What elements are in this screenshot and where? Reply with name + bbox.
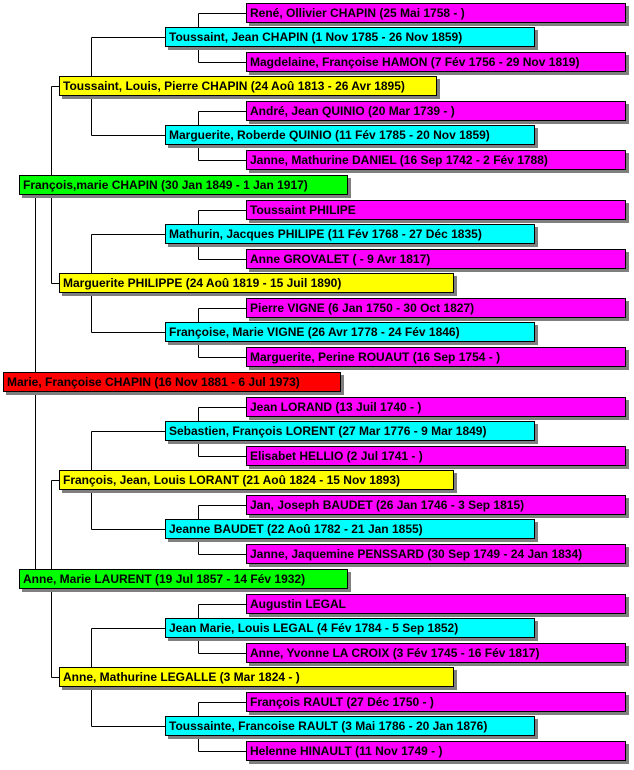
- person-paternal-gggm1[interactable]: Magdelaine, Françoise HAMON (7 Fév 1756 - 29 Nov 1819): [246, 52, 626, 72]
- person-maternal-gggm4[interactable]: Helenne HINAULT (11 Nov 1749 - ): [246, 741, 626, 761]
- person-paternal-gggf1[interactable]: René, Ollivier CHAPIN (25 Mai 1758 - ): [246, 3, 626, 23]
- person-maternal-grandfather[interactable]: François, Jean, Louis LORANT (21 Aoû 1824 - 15 Nov 1893): [59, 470, 454, 490]
- person-paternal-ggm2[interactable]: Françoise, Marie VIGNE (26 Avr 1778 - 24 Fév 1846): [165, 322, 535, 342]
- person-maternal-gggf1[interactable]: Jean LORAND (13 Juil 1740 - ): [246, 397, 626, 417]
- person-maternal-gggm3[interactable]: Anne, Yvonne LA CROIX (3 Fév 1745 - 16 Fév 1817): [246, 643, 626, 663]
- person-maternal-gggm2[interactable]: Janne, Jaquemine PENSSARD (30 Sep 1749 - 24 Jan 1834): [246, 544, 626, 564]
- person-maternal-gggf3[interactable]: Augustin LEGAL: [246, 594, 626, 614]
- person-maternal-ggm2[interactable]: Toussainte, Francoise RAULT (3 Mai 1786 - 20 Jan 1876): [165, 716, 535, 736]
- person-paternal-gggm2[interactable]: Janne, Mathurine DANIEL (16 Sep 1742 - 2 Fév 1788): [246, 150, 626, 170]
- person-maternal-ggf1[interactable]: Sebastien, François LORENT (27 Mar 1776 - 9 Mar 1849): [165, 421, 535, 441]
- person-root[interactable]: Marie, Françoise CHAPIN (16 Nov 1881 - 6 Jul 1973): [3, 372, 341, 392]
- person-mother[interactable]: Anne, Marie LAURENT (19 Jul 1857 - 14 Fév 1932): [19, 569, 348, 589]
- person-maternal-gggm1[interactable]: Elisabet HELLIO (2 Jul 1741 - ): [246, 446, 626, 466]
- person-father[interactable]: François,marie CHAPIN (30 Jan 1849 - 1 Jan 1917): [19, 175, 348, 195]
- person-paternal-gggf2[interactable]: André, Jean QUINIO (20 Mar 1739 - ): [246, 101, 626, 121]
- person-maternal-ggf2[interactable]: Jean Marie, Louis LEGAL (4 Fév 1784 - 5 Sep 1852): [165, 618, 535, 638]
- person-paternal-gggf4[interactable]: Pierre VIGNE (6 Jan 1750 - 30 Oct 1827): [246, 298, 626, 318]
- person-paternal-ggf2[interactable]: Mathurin, Jacques PHILIPE (11 Fév 1768 - 27 Déc 1835): [165, 224, 535, 244]
- person-paternal-grandfather[interactable]: Toussaint, Louis, Pierre CHAPIN (24 Aoû 1813 - 26 Avr 1895): [59, 76, 437, 96]
- person-maternal-ggm1[interactable]: Jeanne BAUDET (22 Aoû 1782 - 21 Jan 1855): [165, 519, 535, 539]
- person-maternal-grandmother[interactable]: Anne, Mathurine LEGALLE (3 Mar 1824 - ): [59, 667, 454, 687]
- person-paternal-ggf1[interactable]: Toussaint, Jean CHAPIN (1 Nov 1785 - 26 Nov 1859): [165, 27, 535, 47]
- person-paternal-gggf3[interactable]: Toussaint PHILIPE: [246, 200, 626, 220]
- person-maternal-gggf2[interactable]: Jan, Joseph BAUDET (26 Jan 1746 - 3 Sep 1815): [246, 495, 626, 515]
- person-paternal-gggm3[interactable]: Anne GROVALET ( - 9 Avr 1817): [246, 249, 626, 269]
- person-maternal-gggf4[interactable]: François RAULT (27 Déc 1750 - ): [246, 692, 626, 712]
- person-paternal-ggm1[interactable]: Marguerite, Roberde QUINIO (11 Fév 1785 - 20 Nov 1859): [165, 125, 535, 145]
- person-paternal-grandmother[interactable]: Marguerite PHILIPPE (24 Aoû 1819 - 15 Juil 1890): [59, 273, 454, 293]
- person-paternal-gggm4[interactable]: Marguerite, Perine ROUAUT (16 Sep 1754 - ): [246, 347, 626, 367]
